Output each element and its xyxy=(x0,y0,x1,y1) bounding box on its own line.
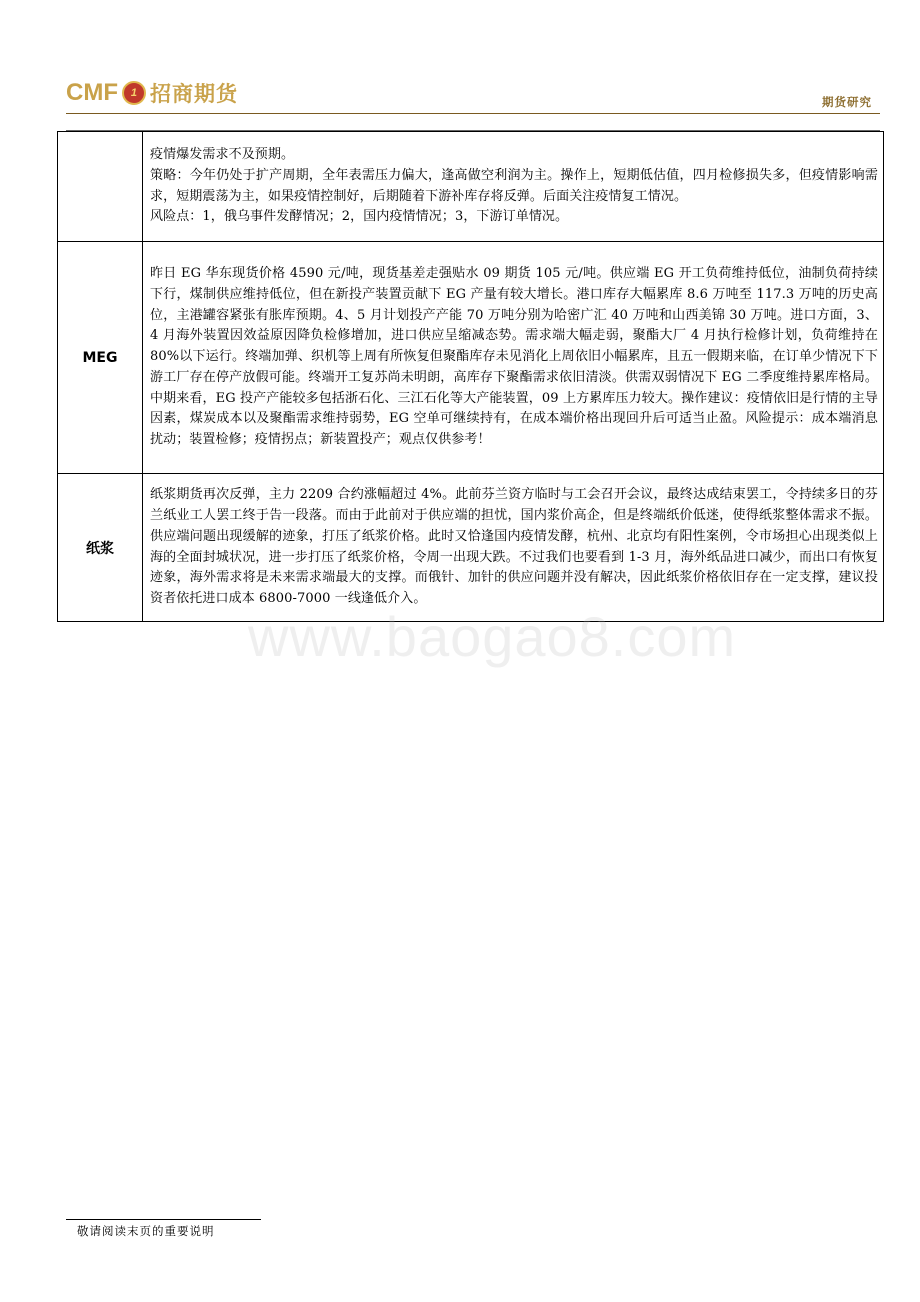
analysis-paragraph: 纸浆期货再次反弹，主力 2209 合约涨幅超过 4%。此前芬兰资方临时与工会召开会议，最终达成结束罢工，令持续多日的芬兰纸业工人罢工终于告一段落。而由于此前对于供应端的担忧，国内浆价高企，但是终端纸价低迷，使得纸浆整体需求不振。供应端问题出现缓解的迹象，打压了纸浆价格。此时又恰逢国内疫情发酵，杭州、北京均有阳性案例，令市场担心出现类似上海的全面封城状况，进一步打压了纸浆价格，令周一出现大跌。不过我们也要看到 1-3 月，海外纸品进口减少，而出口有恢复迹象，海外需求将是未来需求端最大的支撑。而俄针、加针的供应问题并没有解决，因此纸浆价格依旧存在一定支撑，建议投资者依托进口成本 6800-7000 一线逢低介入。 xyxy=(150,487,878,607)
table-row xyxy=(58,242,884,474)
table-row xyxy=(58,474,884,622)
commodity-analysis-table xyxy=(57,131,884,622)
company-logo xyxy=(66,78,238,108)
commodity-name-cell: 纸浆 xyxy=(58,474,143,622)
logo-badge-icon: 1 xyxy=(122,81,146,105)
strategy-paragraph: 策略：今年仍处于扩产周期，全年表需压力偏大，逢高做空利润为主。操作上，短期低估值，四月检修损失多，但疫情影响需求，短期震荡为主，如果疫情控制好，后期随着下游补库存将反弹。后面关注疫情复工情况。 xyxy=(150,167,878,204)
analysis-text-cell xyxy=(143,242,884,474)
commodity-name-cell xyxy=(58,132,143,242)
page-header xyxy=(66,74,880,114)
header-divider xyxy=(66,113,880,114)
analysis-paragraph: 疫情爆发需求不及预期。 xyxy=(150,146,295,162)
commodity-name-cell: MEG xyxy=(58,242,143,474)
table-row xyxy=(58,132,884,242)
analysis-text-cell xyxy=(143,474,884,622)
analysis-text-cell xyxy=(143,132,884,242)
risk-paragraph: 风险点：1，俄乌事件发酵情况；2，国内疫情情况；3，下游订单情况。 xyxy=(150,209,569,225)
footer-note: 敬请阅读末页的重要说明 xyxy=(77,1224,215,1238)
watermark-text: www.baogao8.com xyxy=(248,605,737,668)
analysis-paragraph: 昨日 EG 华东现货价格 4590 元/吨，现货基差走强贴水 09 期货 105 元/吨。供应端 EG 开工负荷维持低位，油制负荷持续下行，煤制供应维持低位，但在新投产装置贡献下 EG 产量有较大增长。港口库存大幅累库 8.6 万吨至 117.3 万吨的历史高位，主港罐容紧张有胀库预期。4、5 月计划投产产能 70 万吨分别为哈密广汇 40 万吨和山西美锦 30 万吨。进口方面，3、4 月海外装置因效益原因降负检修增加，进口供应呈缩减态势。需求端大幅走弱，聚酯大厂 4 月执行检修计划，负荷维持在 80%以下运行。终端加弹、织机等上周有所恢复但聚酯库存未见消化上周依旧小幅累库，且五一假期来临，在订单少情况下下游工厂存在停产放假可能。终端开工复苏尚未明朗，高库存下聚酯需求依旧清淡。供需双弱情况下 EG 二季度维持累库格局。中期来看，EG 投产产能较多包括浙石化、三江石化等大产能装置，09 上方累库压力较大。操作建议：疫情依旧是行情的主导因素，煤炭成本以及聚酯需求维持弱势，EG 空单可继续持有，在成本端价格出现回升后可适当止盈。风险提示：成本端消息扰动；装置检修；疫情拐点；新装置投产；观点仅供参考！ xyxy=(150,265,878,448)
logo-cmf-text: CMF xyxy=(66,79,118,106)
document-type-label: 期货研究 xyxy=(822,95,872,109)
logo-company-name: 招商期货 xyxy=(149,82,238,106)
footer-divider xyxy=(66,1219,261,1220)
